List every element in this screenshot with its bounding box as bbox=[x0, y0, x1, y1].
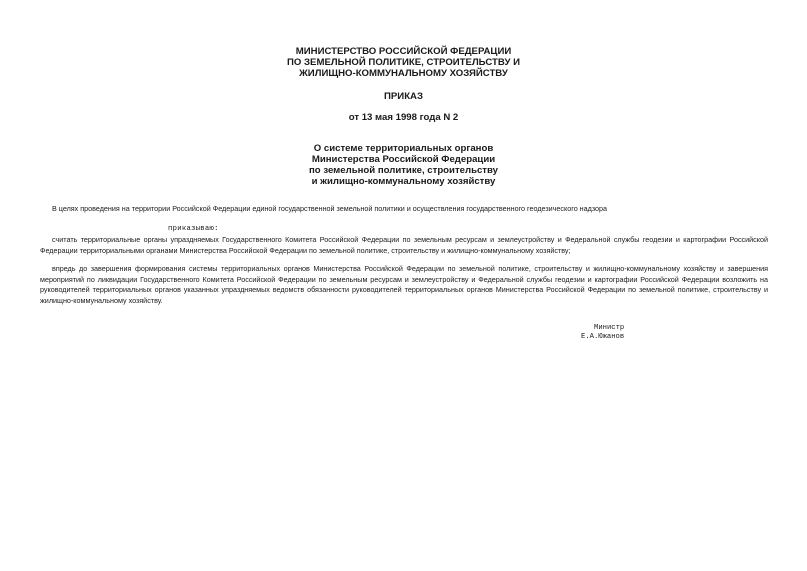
subject-line: и жилищно-коммунальному хозяйству bbox=[311, 176, 496, 187]
subject-line: О системе территориальных органов bbox=[313, 143, 494, 154]
document-subject bbox=[0, 143, 807, 187]
subject-line: Министерства Российской Федерации bbox=[311, 154, 496, 165]
order-clause-2: впредь до завершения формирования системы территориальных органов Министерства Российской Федерации по земельной политике, строительству и жилищно-коммунальному хозяйству и завершения мероприятий по ликвидации Государственного Комитета Российской Федерации по земельным ресурсам и землеустройству и Федеральной службы геодезии и картографии Российской Федерации возложить на руководителей территориальных органов указанных упраздняемых ведомств обязанности руководителей территориальных органов Министерства Российской Федерации по земельной политике, строительству и жилищно-коммунальному хозяйству. bbox=[40, 264, 768, 305]
orders-word: приказываю: bbox=[168, 225, 219, 233]
order-clause-1: считать территориальные органы упраздняемых Государственного Комитета Российской Федерации по земельным ресурсам и землеустройству и Федеральной службы геодезии и картографии Российской Федерации территориальными органами Министерства Российской Федерации по земельной политике, строительству и жилищно-коммунальному хозяйству; bbox=[40, 235, 768, 255]
subject-line: по земельной политике, строительству bbox=[309, 165, 498, 176]
signatory-name: Е.А.Южанов bbox=[581, 333, 625, 341]
ministry-name bbox=[0, 46, 807, 79]
ministry-line: ПО ЗЕМЕЛЬНОЙ ПОЛИТИКЕ, СТРОИТЕЛЬСТВУ И bbox=[287, 57, 520, 68]
document-type: ПРИКАЗ bbox=[384, 91, 423, 102]
ministry-line: МИНИСТЕРСТВО РОССИЙСКОЙ ФЕДЕРАЦИИ bbox=[295, 46, 512, 57]
ministry-line: ЖИЛИЩНО-КОММУНАЛЬНОМУ ХОЗЯЙСТВУ bbox=[299, 68, 508, 79]
intro-paragraph: В целях проведения на территории Российской Федерации единой государственной земельной политики и осуществления государственного геодезического надзора bbox=[52, 204, 608, 213]
document-date-number: от 13 мая 1998 года N 2 bbox=[348, 112, 459, 123]
signatory-title: Министр bbox=[594, 324, 625, 332]
